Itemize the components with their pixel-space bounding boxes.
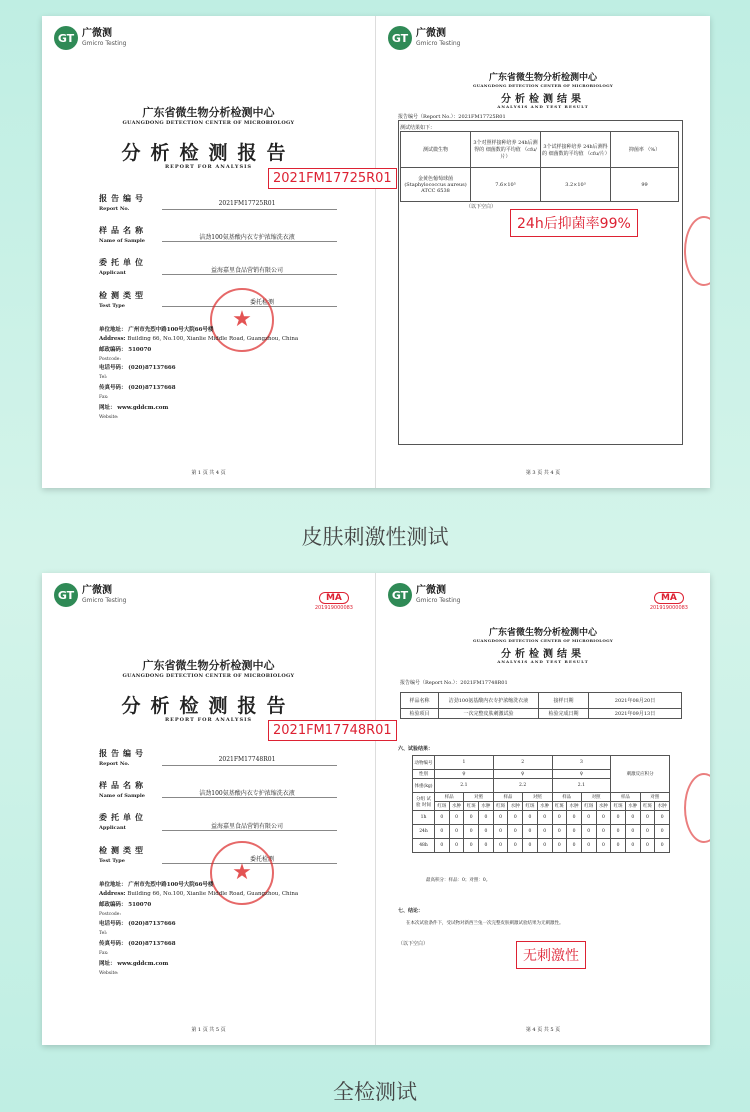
table-cell: 0 [508, 811, 523, 825]
table-cell: 体重(kg) [413, 779, 435, 793]
table-cell: 对照 [581, 793, 610, 802]
section-label-full: 全检测试 [333, 1080, 417, 1104]
conclusion-text: 在本次试验条件下，受试物对新西兰兔一次完整皮肤刺激试验结果为无刺激性。 [406, 921, 564, 926]
seal-star-icon: ★ [232, 860, 252, 885]
brand-name: 广微测 [82, 585, 112, 596]
tel-line: 电话号码： (020)87137666 [99, 921, 176, 927]
postcode-line: 邮政编码： 510070 [99, 902, 152, 908]
report-panel-antibacterial [42, 16, 710, 488]
brand-name-en: Gmicro Testing [416, 597, 461, 604]
result-center-name: 广东省微生物分析检测中心 [488, 73, 597, 83]
table-cell: 0 [449, 825, 464, 839]
brand-name-en: Gmicro Testing [416, 40, 461, 47]
report-result-page [376, 16, 710, 488]
cma-number: 201919000083 [314, 605, 353, 611]
gt-logo-icon: GT [388, 26, 412, 50]
table-cell: 0 [435, 811, 450, 825]
side-seal [684, 773, 710, 843]
table-cell: 0 [449, 839, 464, 853]
table-cell: 红斑 [523, 802, 538, 811]
center-name-en: GUANGDONG DETECTION CENTER OF MICROBIOLOGY [122, 673, 295, 679]
report-id-callout: 2021FM17725R01 [268, 168, 397, 189]
page-number: 第 3 页 共 4 页 [525, 470, 561, 476]
report-no-line: 报告编号（Report No.）：2021FM17725R01 [398, 114, 506, 120]
table-cell: 水肿 [479, 802, 494, 811]
sample-name: 洁劲100氨基酸内衣专护浓缩洗衣液 [199, 790, 295, 797]
col-control: 3个对照样接种培养 24h后测得的 细菌数的平均值 （cfu/片） [471, 132, 541, 168]
website-en: Website: [99, 415, 119, 420]
tel-en: Tel: [99, 375, 108, 380]
table-cell: 24h [413, 825, 435, 839]
report-no-line: 报告编号（Report No.）：2021FM17748R01 [400, 680, 508, 686]
sample-label: 样品名称 [99, 780, 147, 790]
section-6-title: 六、试验结果： [398, 746, 434, 752]
report-result-page [376, 573, 710, 1045]
table-cell: 0 [640, 825, 655, 839]
table-cell: 0 [435, 839, 450, 853]
test-type-value: 委托检测 [249, 299, 274, 306]
table-cell: 红斑 [611, 802, 626, 811]
table-cell: 0 [523, 825, 538, 839]
applicant-label: 委托单位 [99, 257, 147, 267]
result-center-name-en: GUANGDONG DETECTION CENTER OF MICROBIOLOGY [472, 638, 614, 643]
cma-icon: MA [319, 592, 349, 604]
sample-label-en: Name of Sample [99, 793, 145, 799]
fax-line: 传真号码： (020)87137668 [99, 941, 176, 947]
test-type-label: 检测类型 [99, 845, 147, 855]
max-score: 最高积分：样品：0；对照：0。 [426, 878, 491, 883]
tel-en: Tel: [99, 931, 108, 936]
table-cell: 0 [655, 839, 670, 853]
table-cell: 水肿 [508, 802, 523, 811]
address-en-line: Address: Building 66, No.100, Xianlie Middle Road, Guangzhou, China [99, 891, 299, 897]
test-type-label-en: Test Type [99, 858, 125, 864]
report-no-label: 报告编号 [99, 193, 147, 203]
table-cell: 1 [435, 756, 494, 770]
brand-name: 广微测 [416, 585, 446, 596]
table-cell: 7.6×10⁵ [471, 168, 541, 202]
postcode-en: Postcode: [99, 912, 121, 917]
table-cell: 0 [581, 825, 596, 839]
table-cell: 0 [567, 839, 582, 853]
cma-number: 201919000083 [649, 605, 688, 611]
center-name-en: GUANGDONG DETECTION CENTER OF MICROBIOLOGY [122, 120, 295, 126]
test-type-label: 检测类型 [99, 290, 147, 300]
table-cell: 0 [464, 839, 479, 853]
report-cover-page [42, 16, 376, 488]
table-cell: 0 [479, 839, 494, 853]
table-cell: 1h [413, 811, 435, 825]
test-type-label-en: Test Type [99, 303, 125, 309]
report-cover-page [42, 573, 376, 1045]
table-cell: 0 [552, 825, 567, 839]
table-cell: 0 [537, 825, 552, 839]
table-cell: 样品 [435, 793, 464, 802]
applicant-label-en: Applicant [99, 270, 126, 276]
divider [162, 241, 337, 242]
table-cell: 0 [449, 811, 464, 825]
result-center-name: 广东省微生物分析检测中心 [488, 628, 597, 638]
table-cell: 0 [640, 839, 655, 853]
table-cell: 0 [508, 839, 523, 853]
brand-name: 广微测 [416, 28, 446, 39]
report-no-label: 报告编号 [99, 748, 147, 758]
tel-line: 电话号码： (020)87137666 [99, 365, 176, 371]
table-cell: 检验项目 [401, 709, 439, 719]
table-cell: 0 [508, 825, 523, 839]
applicant-name: 益海嘉里食品营销有限公司 [210, 823, 283, 830]
result-title-en: ANALYSIS AND TEST RESULT [497, 659, 589, 664]
table-cell: 0 [625, 825, 640, 839]
col-test: 3个试样接种培养 24h后测得的 细菌数的平均值 （cfu/片） [541, 132, 611, 168]
result-title: 分析检测结果 [501, 94, 585, 105]
table-cell: 2.1 [552, 779, 611, 793]
results-header: 测试结果如下： [400, 125, 436, 131]
website-line: 网址： www.gddcm.com [99, 405, 169, 411]
table-cell: 0 [537, 811, 552, 825]
blank-note: （以下空白） [466, 204, 497, 210]
table-cell: 性别 [413, 770, 435, 779]
report-panel-irritation [42, 573, 710, 1045]
result-callout: 无刺激性 [516, 941, 586, 969]
table-cell: 0 [625, 811, 640, 825]
section-label-skin: 皮肤刺激性测试 [301, 525, 449, 549]
address-en-line: Address: Building 66, No.100, Xianlie Middle Road, Guangzhou, China [99, 336, 299, 342]
table-cell: 红斑 [493, 802, 508, 811]
table-cell: ♀ [435, 770, 494, 779]
table-cell: 对照 [523, 793, 552, 802]
table-cell: 48h [413, 839, 435, 853]
cma-mark [650, 585, 688, 611]
table-cell: 0 [655, 811, 670, 825]
antibacterial-table [400, 131, 679, 202]
table-cell: 0 [567, 811, 582, 825]
report-no-label-en: Report No. [99, 761, 130, 767]
report-id-callout: 2021FM17748R01 [268, 720, 397, 741]
table-cell: 红斑 [435, 802, 450, 811]
table-cell: 2021年09月13日 [589, 709, 682, 719]
fax-line: 传真号码： (020)87137668 [99, 385, 176, 391]
table-row [413, 811, 670, 825]
fax-en: Fax: [99, 951, 109, 956]
table-cell: 红斑 [552, 802, 567, 811]
table-cell: 3.2×10³ [541, 168, 611, 202]
table-cell: ♀ [493, 770, 552, 779]
report-no-value: 2021FM17725R01 [218, 200, 276, 207]
table-cell: 0 [523, 811, 538, 825]
table-cell: 样品名称 [401, 693, 439, 709]
sample-info-table [400, 692, 682, 719]
result-center-name-en: GUANGDONG DETECTION CENTER OF MICROBIOLOGY [472, 83, 614, 88]
table-cell: 红斑 [464, 802, 479, 811]
divider [162, 830, 337, 831]
address-line: 单位地址： 广州市先烈中路100号大院66号楼 [99, 882, 214, 888]
divider [162, 209, 337, 210]
gt-logo-icon: GT [54, 583, 78, 607]
gt-logo-icon: GT [54, 26, 78, 50]
brand-logo [388, 26, 460, 50]
report-title: 分析检测报告 [121, 695, 296, 717]
table-cell: 0 [596, 825, 611, 839]
table-cell: 0 [640, 811, 655, 825]
table-cell: 检验完成日期 [539, 709, 589, 719]
brand-name-en: Gmicro Testing [82, 40, 127, 47]
table-cell: 0 [567, 825, 582, 839]
table-cell: 水肿 [537, 802, 552, 811]
table-cell: 样品 [493, 793, 522, 802]
table-cell: 0 [493, 811, 508, 825]
applicant-label: 委托单位 [99, 812, 147, 822]
cma-icon: MA [654, 592, 684, 604]
result-title-en: ANALYSIS AND TEST RESULT [497, 104, 589, 109]
col-rate: 抑菌率 （%） [611, 132, 679, 168]
table-cell: 2021年08月20日 [589, 693, 682, 709]
table-cell: 0 [596, 811, 611, 825]
table-cell: 0 [435, 825, 450, 839]
applicant-name: 益海嘉里食品营销有限公司 [210, 267, 283, 274]
page-number: 第 4 页 共 5 页 [525, 1027, 561, 1033]
table-cell: 2.2 [493, 779, 552, 793]
table-cell: 0 [523, 839, 538, 853]
table-cell: 0 [625, 839, 640, 853]
fax-en: Fax: [99, 395, 109, 400]
table-cell: 99 [611, 168, 679, 202]
sample-label: 样品名称 [99, 225, 147, 235]
report-title-en: REPORT FOR ANALYSIS [164, 717, 253, 723]
website-line: 网址： www.gddcm.com [99, 961, 169, 967]
table-cell: 对照 [464, 793, 493, 802]
table-cell: 0 [493, 825, 508, 839]
brand-logo [388, 583, 460, 607]
table-cell: 0 [611, 825, 626, 839]
table-cell: 洁劲100氨基酸内衣专护浓缩洗衣液 [439, 693, 539, 709]
applicant-label-en: Applicant [99, 825, 126, 831]
table-cell: 一次完整皮肤刺激试验 [439, 709, 539, 719]
report-title: 分析检测报告 [121, 142, 296, 164]
brand-logo [54, 26, 126, 50]
table-cell: 分组 试验 时间 [413, 793, 435, 811]
table-cell: 0 [581, 839, 596, 853]
table-cell: 动物编号 [413, 756, 435, 770]
table-cell: 水肿 [567, 802, 582, 811]
table-cell: 样品 [611, 793, 640, 802]
center-name: 广东省微生物分析检测中心 [142, 659, 275, 672]
gt-logo-icon: GT [388, 583, 412, 607]
table-cell: 红斑 [640, 802, 655, 811]
report-no-value: 2021FM17748R01 [218, 756, 276, 763]
postcode-line: 邮政编码： 510070 [99, 347, 152, 353]
table-cell: 0 [493, 839, 508, 853]
table-cell: 水肿 [625, 802, 640, 811]
table-cell: 样品 [552, 793, 581, 802]
test-type-value: 委托检测 [249, 856, 274, 863]
table-cell: 2 [493, 756, 552, 770]
result-callout: 24h后抑菌率99% [510, 209, 638, 237]
center-name: 广东省微生物分析检测中心 [142, 106, 275, 119]
website-en: Website: [99, 971, 119, 976]
report-no-label-en: Report No. [99, 206, 130, 212]
table-cell: 0 [596, 839, 611, 853]
section-7-title: 七、结论： [398, 908, 424, 914]
table-cell: 0 [655, 825, 670, 839]
brand-name: 广微测 [82, 28, 112, 39]
table-cell: 刺激反应积分 [611, 756, 670, 793]
table-cell: 0 [479, 825, 494, 839]
table-cell: 2.1 [435, 779, 494, 793]
col-microbe: 测试微生物 [401, 132, 471, 168]
side-seal [684, 216, 710, 286]
seal-star-icon: ★ [232, 307, 252, 332]
address-line: 单位地址： 广州市先烈中路100号大院66号楼 [99, 327, 214, 333]
report-title-en: REPORT FOR ANALYSIS [164, 164, 253, 170]
table-cell: 0 [611, 811, 626, 825]
irritation-table [412, 755, 670, 853]
table-row [413, 825, 670, 839]
table-cell: 0 [581, 811, 596, 825]
table-cell: 0 [537, 839, 552, 853]
result-title: 分析检测结果 [501, 649, 585, 660]
brand-logo [54, 583, 126, 607]
postcode-en: Postcode: [99, 357, 121, 362]
table-cell: 接样日期 [539, 693, 589, 709]
table-cell: 0 [552, 839, 567, 853]
table-row [413, 839, 670, 853]
page-number: 第 1 页 共 5 页 [191, 1027, 226, 1033]
table-cell: 3 [552, 756, 611, 770]
sample-name: 洁劲100氨基酸内衣专护浓缩洗衣液 [199, 234, 295, 241]
table-cell: 水肿 [449, 802, 464, 811]
table-cell: 0 [479, 811, 494, 825]
page-number: 第 1 页 共 4 页 [191, 470, 226, 476]
table-cell: 0 [611, 839, 626, 853]
table-cell: 金黄色葡萄球菌 (Staphylococcus aureus) ATCC 6538 [401, 168, 471, 202]
table-cell: 0 [464, 811, 479, 825]
divider [162, 765, 337, 766]
table-cell: 红斑 [581, 802, 596, 811]
table-cell: 0 [552, 811, 567, 825]
divider [162, 797, 337, 798]
table-cell: 水肿 [655, 802, 670, 811]
sample-label-en: Name of Sample [99, 238, 145, 244]
table-cell: ♀ [552, 770, 611, 779]
brand-name-en: Gmicro Testing [82, 597, 127, 604]
table-cell: 对照 [640, 793, 669, 802]
table-cell: 0 [464, 825, 479, 839]
divider [162, 274, 337, 275]
table-cell: 水肿 [596, 802, 611, 811]
blank-note: （以下空白） [398, 941, 429, 947]
cma-mark [315, 585, 353, 611]
